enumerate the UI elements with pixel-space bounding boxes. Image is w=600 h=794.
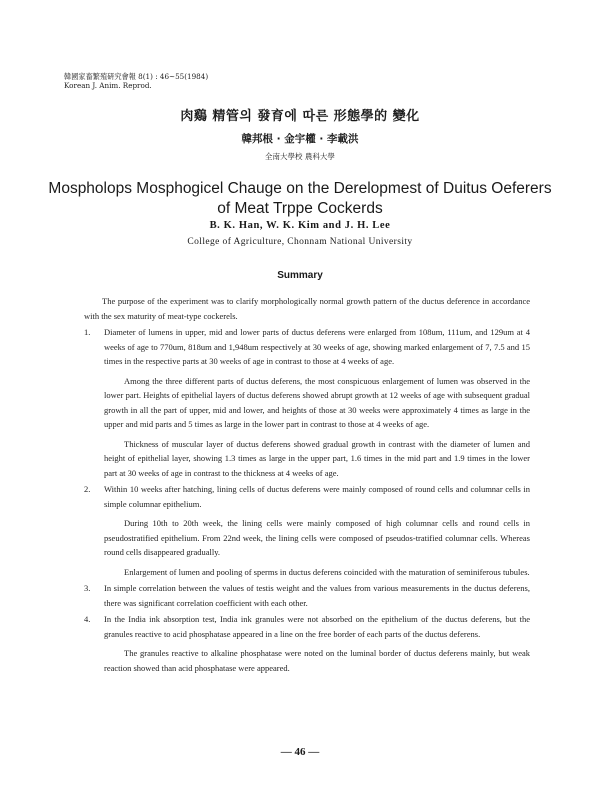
english-authors: B. K. Han, W. K. Kim and J. H. Lee bbox=[209, 220, 391, 231]
english-title-line-1: Mospholops Mosphogicel Chauge on the Derelopmest of Duitus Oeferers bbox=[48, 180, 552, 197]
english-affiliation: College of Agriculture, Chonnam National University bbox=[187, 237, 413, 247]
journal-citation bbox=[64, 72, 208, 90]
item-text: In simple correlation between the values of testis weight and the values from various measurements in the ductus deferens, there was significant correlation coefficient with each other. bbox=[104, 583, 530, 608]
summary-intro: The purpose of the experiment was to clarify morphologically normal growth pattern of the ductus deference in accordance with the sex maturity of meat-type cockerels. bbox=[84, 296, 530, 321]
korean-authors: 韓邦根 · 金宇權 · 李載洪 bbox=[241, 133, 359, 145]
journal-citation-english: Korean J. Anim. Reprod. bbox=[64, 81, 152, 90]
item-number: 4. bbox=[84, 614, 91, 624]
item-text: Within 10 weeks after hatching, lining cells of ductus deferens were mainly composed of round cells and columnar cells in simple columnar epithelium. bbox=[104, 484, 530, 509]
item-number: 1. bbox=[84, 327, 91, 337]
item-text: Diameter of lumens in upper, mid and lower parts of ductus deferens were enlarged from 108um, 111um, and 129um at 4 weeks of age to 770um, 818um and 1,948um respectively at 30 weeks of age, showing marked enlargement of 7, 7.5 and 15 times in the respective parts at 30 weeks of age in contrast to those at 4 weeks of age. bbox=[104, 327, 530, 366]
english-title bbox=[0, 179, 600, 219]
summary-body bbox=[84, 294, 530, 675]
item-paragraph: The granules reactive to alkaline phosphatase were noted on the luminal border of ductus deferens mainly, but weak reaction showed than acid phosphatase were appeared. bbox=[104, 648, 530, 673]
summary-item-4 bbox=[84, 612, 530, 675]
item-number: 3. bbox=[84, 583, 91, 593]
korean-affiliation: 全南大學校 農科大學 bbox=[265, 152, 335, 161]
item-text: In the India ink absorption test, India ink granules were not absorbed on the epithelium of the ductus deferens, but the granules reactive to acid phosphatase appeared in a line on the free border of each parts of the ductus deferens. bbox=[104, 614, 530, 639]
item-paragraph: Among the three different parts of ductus deferens, the most conspicuous enlargement of lumen was observed in the lower part. Heights of epithelial layers of ductus deferens showed abrupt growth at 12 weeks of age with subsequent gradual growth in all the part of upper, mid and lower, and heights of those at 30 weeks were approximately 4 times as large in the upper and mid parts and 5 times as large in the lower part in contrast to those at 4 weeks of age. bbox=[104, 375, 530, 429]
item-paragraph: Thickness of muscular layer of ductus deferens showed gradual growth in contrast with the diameter of lumen and height of epithelial layer, showing 1.3 times as large in the upper part, 1.6 times in the mid part and 1.9 times in the lower part at 30 weeks of age in contrast to the thickness at 4 weeks of age. bbox=[104, 438, 530, 478]
item-paragraph: Enlargement of lumen and pooling of sperms in ductus deferens coincided with the maturation of seminiferous tubules. bbox=[124, 566, 530, 577]
summary-item-2 bbox=[84, 482, 530, 579]
item-paragraph: During 10th to 20th week, the lining cells were mainly composed of high columnar cells and round cells in pseudostratified epithelium. From 22nd week, the lining cells were composed of pseudos-tratified columnar cells. Whereas round cells disappeared gradually. bbox=[104, 518, 530, 557]
summary-item-3 bbox=[84, 581, 530, 610]
journal-citation-korean: 韓國家畜繁殖硏究會報 8(1) : 46~55(1984) bbox=[64, 72, 209, 81]
english-title-line-2: of Meat Trppe Cockerds bbox=[217, 200, 383, 217]
page-number: — 46 — bbox=[280, 746, 320, 758]
korean-title: 肉鷄 精管의 發育에 따른 形態學的 變化 bbox=[180, 109, 420, 124]
summary-heading: Summary bbox=[277, 270, 323, 281]
item-number: 2. bbox=[84, 484, 91, 494]
summary-item-1 bbox=[84, 325, 530, 480]
